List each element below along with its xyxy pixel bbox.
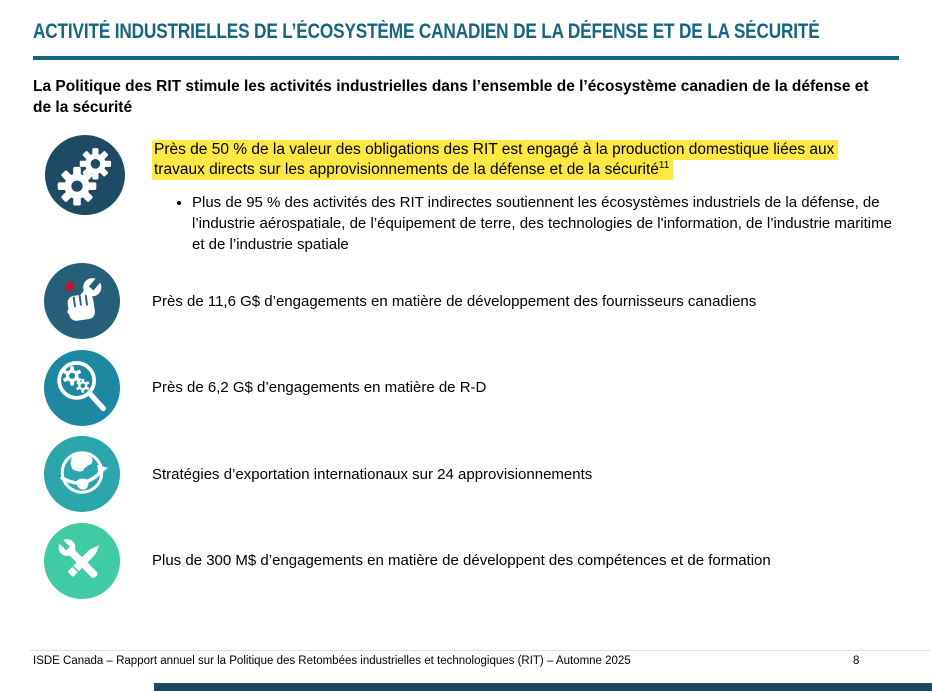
commitment-row-text: Près de 6,2 G$ d’engagements en matière de R-D [152,379,487,396]
wrench-pencil-icon [44,523,120,599]
footnote-reference: 11 [658,159,670,171]
highlighted-statement [152,140,884,180]
highlighted-statement-text: Près de 50 % de la valeur des obligations des RIT est engagé à la production domestique liées aux travaux directs sur les approvisionnements de la défense et de la sécurité [154,141,835,178]
page-title-text: ACTIVITÉ INDUSTRIELLES DE L’ÉCOSYSTÈME CANADIEN DE LA DÉFENSE ET DE LA SÉCURITÉ [33,20,820,43]
commitment-row-text: Plus de 300 M$ d’engagements en matière de développent des compétences et de formation [152,552,771,569]
magnifier-gears-icon [44,350,120,426]
sub-bullet-list [170,192,898,255]
footer-divider [30,650,930,651]
footer-source: ISDE Canada – Rapport annuel sur la Politique des Retombées industrielles et technologiques (RIT) – Automne 2025 [33,655,631,667]
page-number: 8 [853,655,860,667]
sub-bullet-item: • Plus de 95 % des activités des RIT indirectes soutiennent les écosystèmes industriels de la défense, de l’industrie aérospatiale, de l’équipement de terre, des technologies de l'information, de l’industrie maritime et de l’industrie spatiale [192,192,898,255]
commitment-row-text: Stratégies d’exportation internationaux sur 24 approvisionnements [152,466,593,483]
commitment-row-text: Près de 11,6 G$ d’engagements en matière de développement des fournisseurs canadiens [152,293,757,310]
gears-icon [45,135,125,215]
bottom-accent-bar [154,683,932,691]
slide-subtitle: La Politique des RIT stimule les activités industrielles dans l’ensemble de l’écosystème canadien de la défense et de la sécurité [33,78,869,116]
globe-arrows-icon [44,436,120,512]
fist-wrench-icon [44,263,120,339]
title-rule [33,56,899,60]
page-title [33,20,932,44]
